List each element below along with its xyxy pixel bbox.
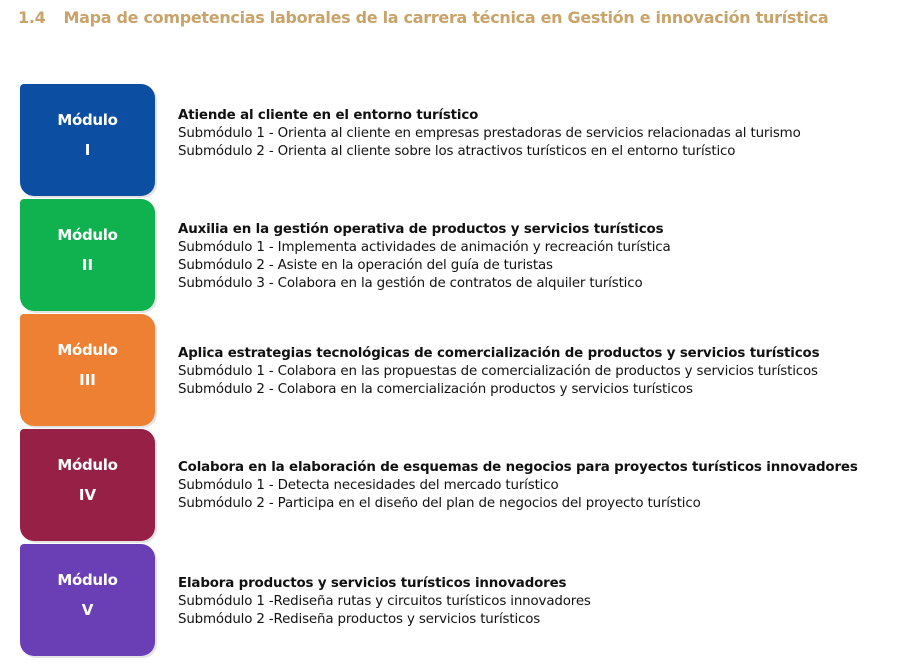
module-badge-numeral: II bbox=[81, 256, 94, 274]
module-row-2 bbox=[20, 199, 900, 312]
module-badge-numeral: III bbox=[79, 371, 96, 389]
section-number: 1.4 bbox=[18, 8, 46, 27]
module-badge-numeral: IV bbox=[78, 486, 97, 504]
module-badge-numeral: I bbox=[84, 141, 91, 159]
submodule-item: Submódulo 2 - Colabora en la comercialización productos y servicios turísticos bbox=[178, 382, 693, 397]
module-badge-5 bbox=[20, 544, 155, 656]
module-badge-3 bbox=[20, 314, 155, 426]
submodule-item: Submódulo 1 - Colabora en las propuestas de comercialización de productos y servicios turísticos bbox=[178, 364, 818, 379]
module-badge-numeral: V bbox=[81, 601, 94, 619]
module-badge-4 bbox=[20, 429, 155, 541]
module-heading: Auxilia en la gestión operativa de productos y servicios turísticos bbox=[178, 222, 664, 237]
module-map bbox=[20, 84, 900, 659]
submodule-item: Submódulo 2 - Participa en el diseño del plan de negocios del proyecto turístico bbox=[178, 496, 701, 511]
submodule-item: Submódulo 2 - Asiste en la operación del guía de turistas bbox=[178, 258, 553, 273]
module-row-1 bbox=[20, 84, 900, 197]
submodule-item: Submódulo 1 -Rediseña rutas y circuitos turísticos innovadores bbox=[178, 594, 591, 609]
module-badge-label: Módulo bbox=[57, 456, 118, 474]
page-title bbox=[18, 8, 828, 27]
module-heading: Atiende al cliente en el entorno turístico bbox=[178, 108, 479, 123]
module-row-4 bbox=[20, 429, 900, 542]
module-description-4 bbox=[178, 459, 858, 513]
module-heading: Aplica estrategias tecnológicas de comercialización de productos y servicios turísticos bbox=[178, 346, 820, 361]
submodule-item: Submódulo 1 - Detecta necesidades del mercado turístico bbox=[178, 478, 559, 493]
module-badge-1 bbox=[20, 84, 155, 196]
module-badge-label: Módulo bbox=[57, 226, 118, 244]
module-description-3 bbox=[178, 345, 819, 399]
module-description-2 bbox=[178, 221, 671, 293]
submodule-item: Submódulo 3 - Colabora en la gestión de contratos de alquiler turístico bbox=[178, 276, 643, 291]
module-badge-label: Módulo bbox=[57, 341, 118, 359]
submodule-item: Submódulo 1 - Implementa actividades de animación y recreación turística bbox=[178, 240, 671, 255]
submodule-item: Submódulo 2 - Orienta al cliente sobre los atractivos turísticos en el entorno turístico bbox=[178, 144, 736, 159]
module-badge-label: Módulo bbox=[57, 571, 118, 589]
module-row-5 bbox=[20, 544, 900, 657]
module-heading: Elabora productos y servicios turísticos innovadores bbox=[178, 576, 567, 591]
module-description-5 bbox=[178, 575, 591, 629]
submodule-item: Submódulo 1 - Orienta al cliente en empresas prestadoras de servicios relacionadas al turismo bbox=[178, 126, 801, 141]
module-row-3 bbox=[20, 314, 900, 427]
module-heading: Colabora en la elaboración de esquemas de negocios para proyectos turísticos innovadores bbox=[178, 460, 858, 475]
module-badge-label: Módulo bbox=[57, 111, 118, 129]
submodule-item: Submódulo 2 -Rediseña productos y servicios turísticos bbox=[178, 612, 541, 627]
section-title: Mapa de competencias laborales de la carrera técnica en Gestión e innovación turística bbox=[63, 8, 829, 27]
module-badge-2 bbox=[20, 199, 155, 311]
module-description-1 bbox=[178, 107, 801, 161]
